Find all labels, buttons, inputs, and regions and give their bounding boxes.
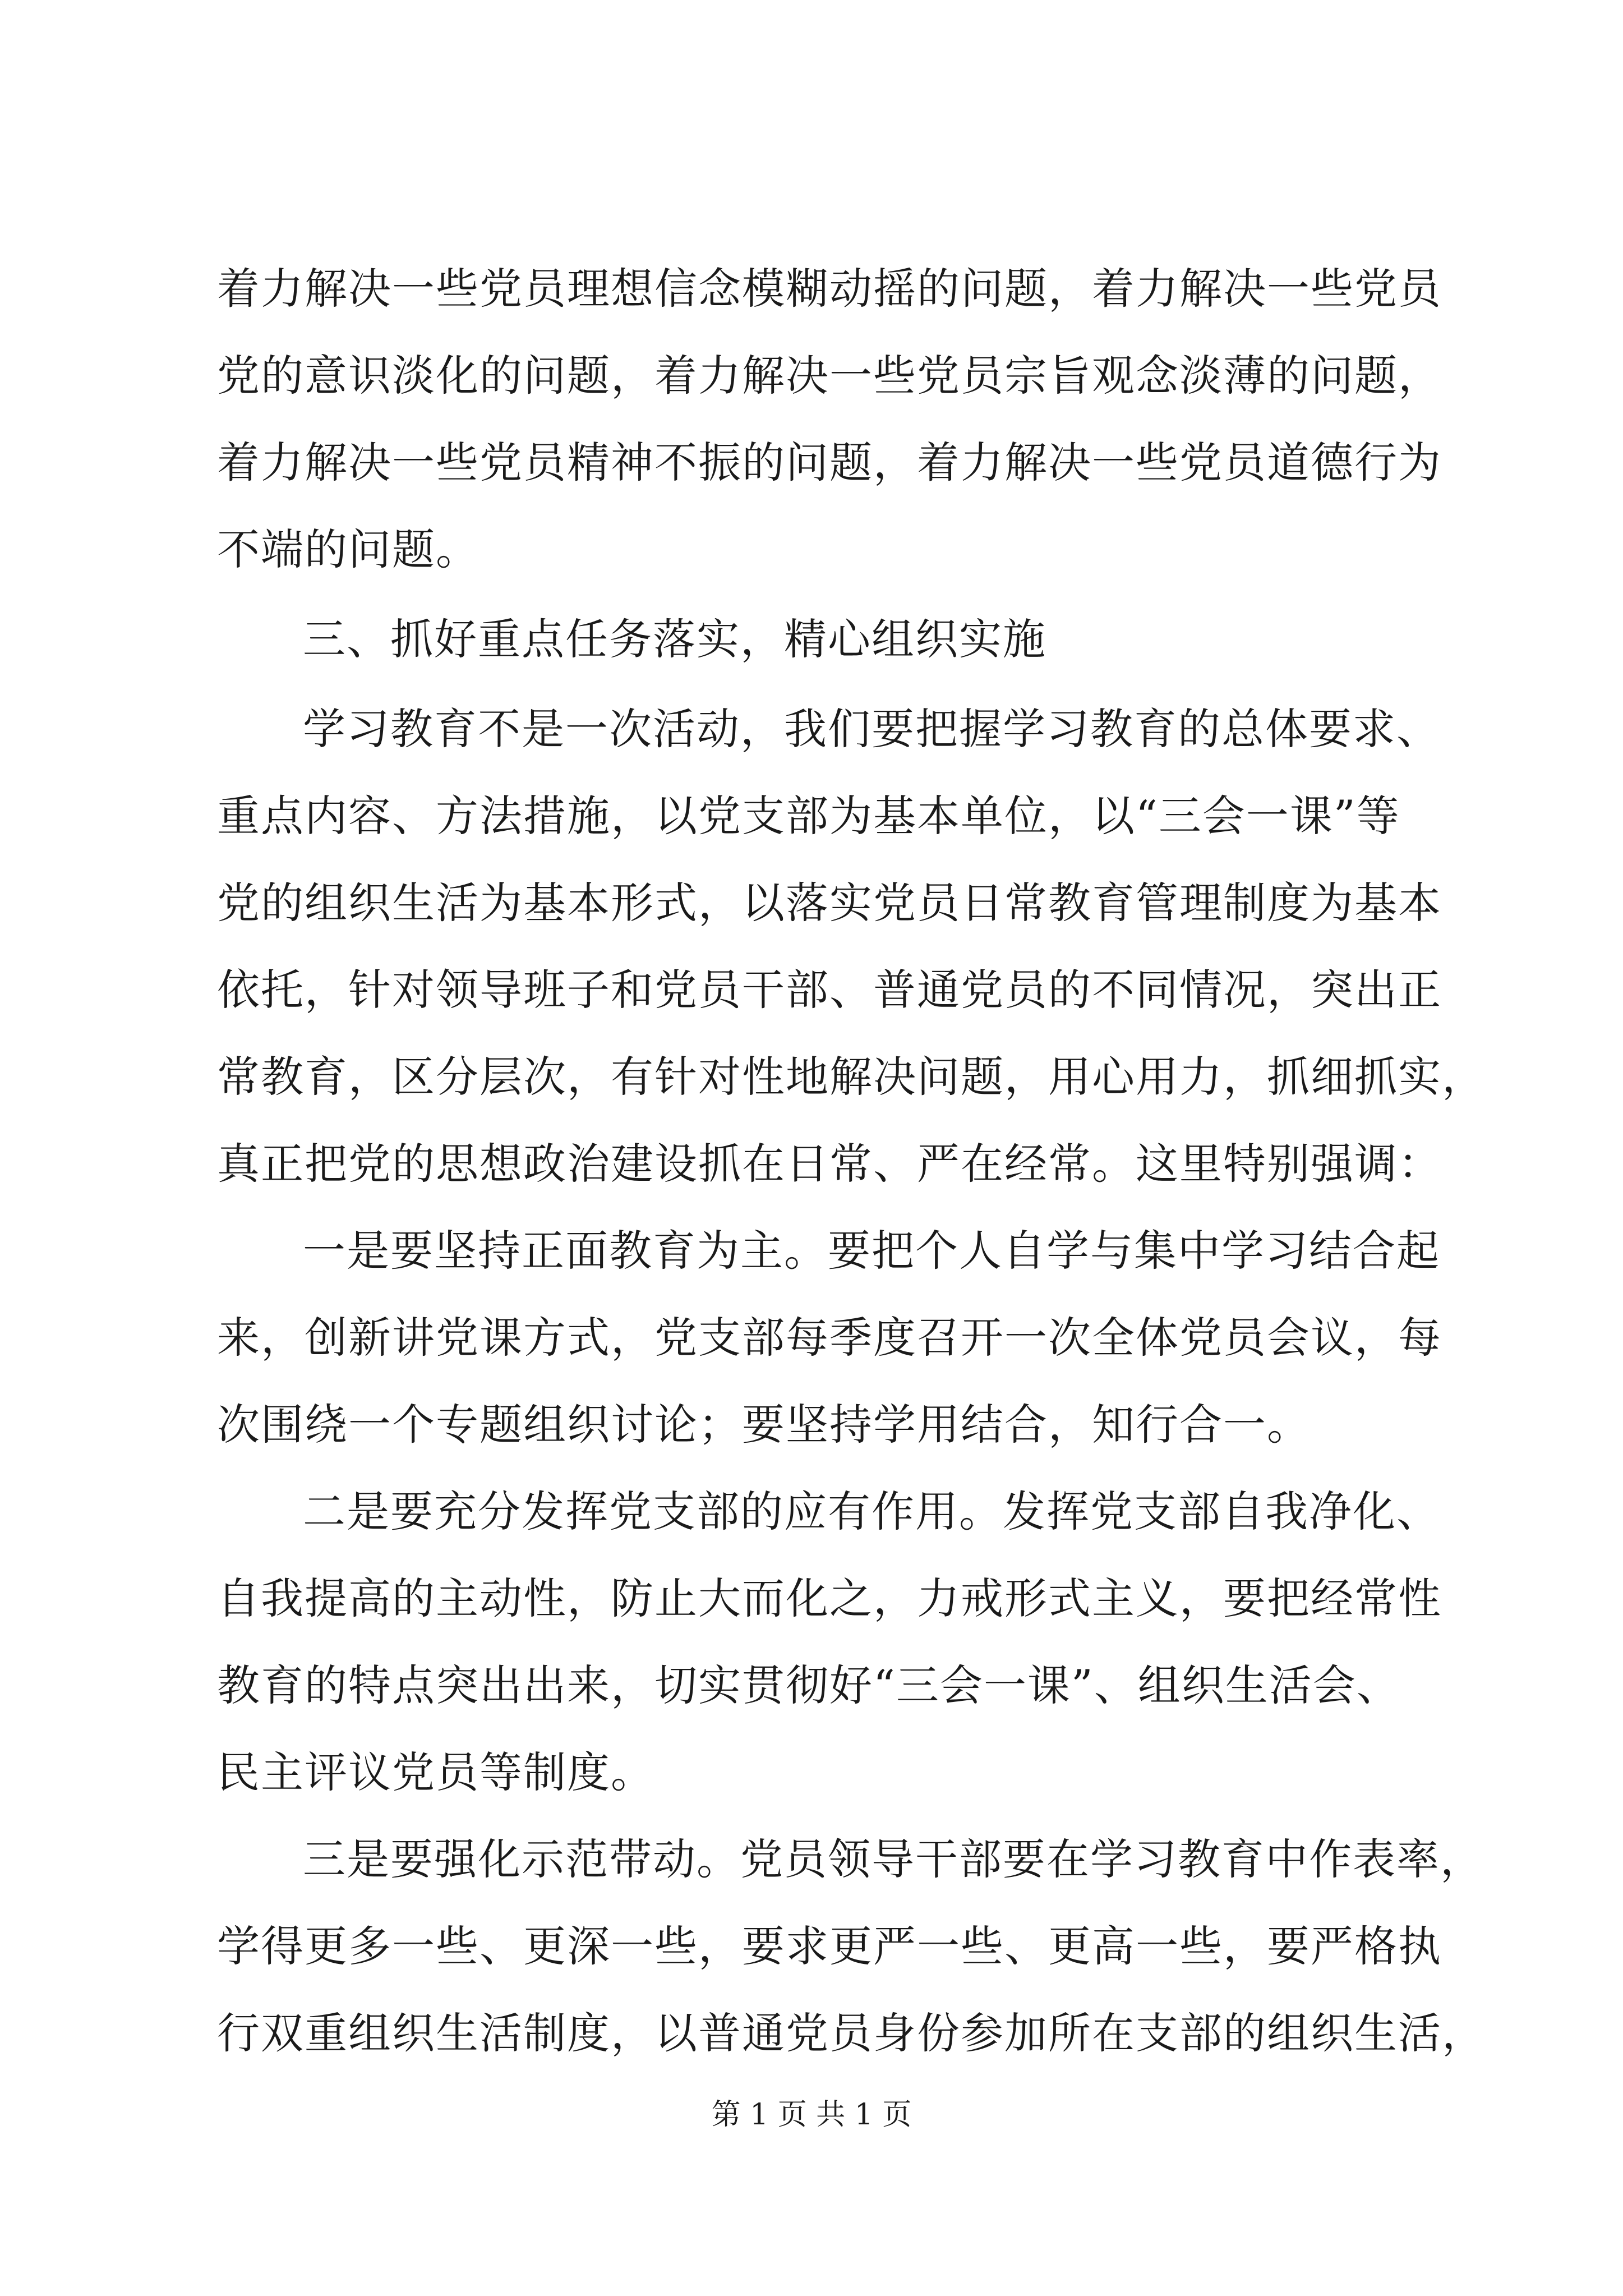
- section-heading: 三、抓好重点任务落实，精心组织实施: [303, 614, 1046, 664]
- text-line: 党的组织生活为基本形式，以落实党员日常教育管理制度为基本: [217, 878, 1442, 928]
- text-line: 依托，针对领导班子和党员干部、普通党员的不同情况，突出正: [217, 965, 1442, 1015]
- text-line: 重点内容、方法措施，以党支部为基本单位，以“三会一课”等: [217, 791, 1400, 841]
- text-line: 教育的特点突出出来，切实贯彻好“三会一课”、组织生活会、: [217, 1660, 1400, 1710]
- text-line: 不端的问题。: [217, 524, 479, 574]
- text-line: 三是要强化示范带动。党员领导干部要在学习教育中作表率，: [303, 1834, 1484, 1884]
- text-line: 一是要坚持正面教育为主。要把个人自学与集中学习结合起: [303, 1226, 1440, 1276]
- text-line: 党的意识淡化的问题，着力解决一些党员宗旨观念淡薄的问题，: [217, 351, 1442, 401]
- text-line: 着力解决一些党员精神不振的问题，着力解决一些党员道德行为: [217, 438, 1442, 487]
- page-number-footer: 第 1 页 共 1 页: [711, 2098, 912, 2132]
- text-line: 次围绕一个专题组织讨论；要坚持学用结合，知行合一。: [217, 1400, 1311, 1450]
- text-line: 来，创新讲党课方式，党支部每季度召开一次全体党员会议，每: [217, 1313, 1442, 1363]
- text-line: 常教育，区分层次，有针对性地解决问题，用心用力，抓细抓实，: [217, 1052, 1486, 1102]
- text-line: 自我提高的主动性，防止大而化之，力戒形式主义，要把经常性: [217, 1573, 1442, 1623]
- text-line: 民主评议党员等制度。: [217, 1747, 654, 1797]
- text-line: 学得更多一些、更深一些，要求更严一些、更高一些，要严格执: [217, 1921, 1442, 1971]
- text-line: 学习教育不是一次活动，我们要把握学习教育的总体要求、: [303, 704, 1440, 754]
- text-line: 着力解决一些党员理想信念模糊动摇的问题，着力解决一些党员: [217, 264, 1442, 314]
- text-line: 行双重组织生活制度，以普通党员身份参加所在支部的组织生活，: [217, 2008, 1486, 2058]
- text-line: 真正把党的思想政治建设抓在日常、严在经常。这里特别强调：: [217, 1139, 1442, 1189]
- text-line: 二是要充分发挥党支部的应有作用。发挥党支部自我净化、: [303, 1487, 1440, 1536]
